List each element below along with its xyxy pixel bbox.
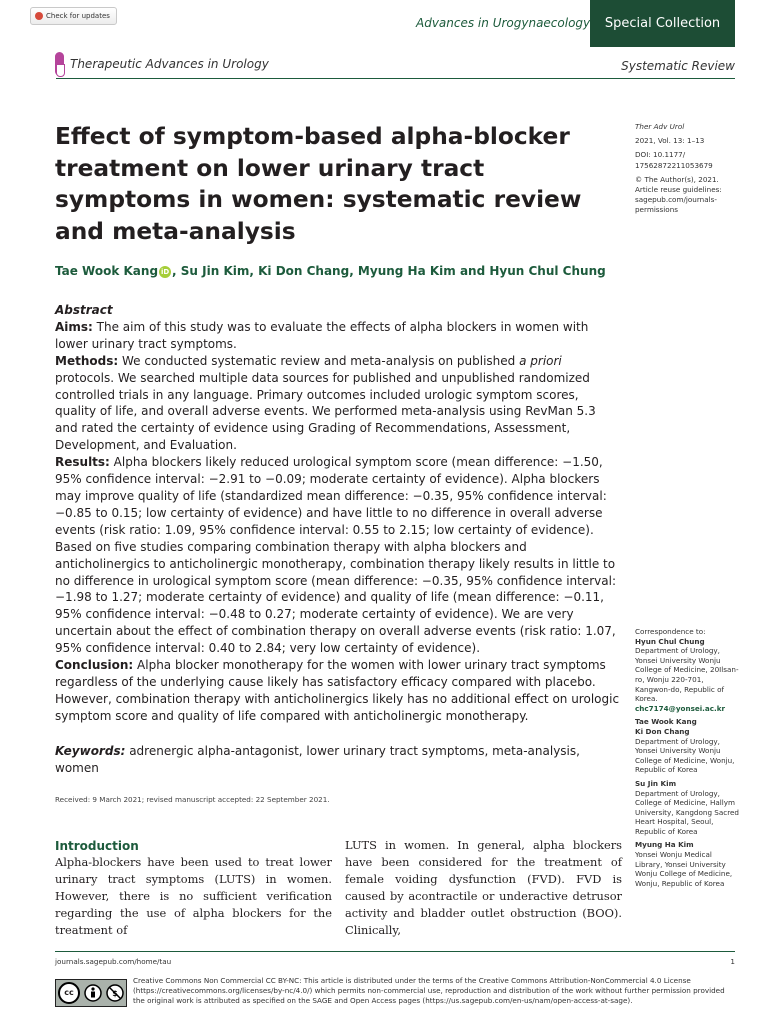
conclusion-label: Conclusion:: [55, 658, 134, 673]
article-meta: [635, 122, 745, 216]
intro-column-1: Alpha-blockers have been used to treat lower urinary tract symptoms (LUTS) in women. However, there is no sufficient verification regarding the use of alpha blockers for the treatment of: [55, 855, 332, 938]
methods-label: Methods:: [55, 353, 119, 368]
doi-label: DOI: 10.1177/: [635, 150, 686, 160]
abstract-aims: [55, 319, 620, 353]
footer-url[interactable]: journals.sagepub.com/home/tau: [55, 957, 172, 966]
received-dates: Received: 9 March 2021; revised manuscript accepted: 22 September 2021.: [55, 795, 330, 804]
doi-value: 17562872211053679: [635, 160, 713, 170]
abstract: [55, 302, 620, 725]
update-icon: [35, 12, 43, 20]
correspondence-address: Department of Urology, Yonsei University Wonju College of Medicine, 20Ilsan-ro, Wonju 220-701, Kangwon-do, Republic of Korea.: [635, 646, 739, 704]
abstract-conclusion: [55, 657, 620, 725]
reuse-guidelines: Article reuse guidelines:: [635, 185, 722, 195]
reuse-link-cont[interactable]: permissions: [635, 205, 678, 215]
cc-license-icon[interactable]: [55, 979, 127, 1007]
aims-text: The aim of this study was to evaluate the effects of alpha blockers in women with lower urinary tract symptoms.: [55, 319, 589, 351]
svg-text:$: $: [112, 989, 118, 998]
special-collection-badge: Special Collection: [590, 0, 735, 47]
footer-divider: [55, 951, 735, 952]
keywords-label: Keywords:: [55, 744, 126, 758]
results-label: Results:: [55, 455, 110, 470]
author-rest: , Su Jin Kim, Ki Don Chang, Myung Ha Kim and Hyun Chul Chung: [172, 264, 606, 278]
results-text: Alpha blockers likely reduced urological symptom score (mean difference: −1.50, 95% confidence interval: −2.91 to −0.09; moderate certainty of evidence). Alpha blockers may improve quality of life (standardized mean difference: −0.35, 95% confidence interval: −0.85 to 0.15; low certainty of evidence) and have little to no difference in overall adverse events (risk ratio: 1.09, 95% confidence interval: 0.55 to 2.15; low certainty of evidence). Based on five studies comparing combination therapy with alpha blockers and anticholinergics to anticholinergic monotherapy, combination therapy likely results in little to no difference in urological symptom score (mean difference: −0.35, 95% confidence interval: −1.98 to 1.27; moderate certainty of evidence) and quality of life (mean difference: −0.11, 95% confidence interval: −0.48 to 0.27; moderate certainty of evidence). We are very uncertain about the effect of combination therapy on overall adverse events (risk ratio: 1.07, 95% confidence interval: 0.40 to 2.84; very low certainty of evidence).: [55, 455, 616, 656]
aims-label: Aims:: [55, 319, 93, 334]
affiliation-2-name: Su Jin Kim: [635, 778, 677, 788]
keywords: [55, 743, 620, 777]
correspondence-email[interactable]: chc7174@yonsei.ac.kr: [635, 703, 726, 713]
journal-abbrev: Ther Adv Urol: [635, 122, 685, 131]
article-title: Effect of symptom-based alpha-blocker treatment on lower urinary tract symptoms in women: systematic review and meta-analysis: [55, 123, 582, 245]
check-for-updates-button[interactable]: [30, 7, 117, 25]
conclusion-text: Alpha blocker monotherapy for the women with lower urinary tract symptoms regardless of the underlying cause likely has satisfactory efficacy compared with placebo. However, combination therapy with anticholinergics likely has no additional effect on urologic symptom score and quality of life compared with anticholinergic monotherapy.: [55, 658, 620, 723]
by-attribution-icon: [84, 984, 102, 1002]
check-updates-label: Check for updates: [46, 12, 110, 20]
abstract-results: [55, 454, 620, 657]
volume-info: 2021, Vol. 13: 1–13: [635, 136, 705, 146]
methods-italic: a priori: [519, 353, 562, 368]
orcid-icon[interactable]: iD: [160, 268, 170, 276]
article-type: Systematic Review: [621, 59, 735, 73]
methods-text-b: protocols. We searched multiple data sources for published and unpublished randomized controlled trials in any language. Primary outcomes included urologic symptom scores, quality of life, and overall adverse events. We performed meta-analysis using RevMan 5.3 and rated the certainty of evidence using Grading of Recommendations, Assessment, Development, and Evaluation.: [55, 370, 596, 453]
affiliation-3-text: Yonsei Wonju Medical Library, Yonsei University Wonju College of Medicine, Wonju, Republic of Korea: [635, 850, 733, 888]
affiliation-1-text: Department of Urology, Yonsei University Wonju College of Medicine, Wonju, Republic of Korea: [635, 736, 735, 775]
page-number: 1: [730, 957, 735, 966]
reuse-link[interactable]: sagepub.com/journals-: [635, 195, 717, 205]
affiliation-1-names: Tae Wook Kang Ki Don Chang: [635, 717, 697, 736]
copyright: © The Author(s), 2021.: [635, 174, 719, 184]
journal-logo-icon: [55, 52, 64, 76]
correspondence: [635, 627, 740, 892]
correspondence-name: Hyun Chul Chung: [635, 636, 705, 646]
author-first: Tae Wook Kang: [55, 264, 159, 278]
cc-logo-icon: cc: [58, 982, 80, 1004]
affiliation-2: [635, 779, 740, 837]
journal-name: Therapeutic Advances in Urology: [70, 57, 269, 71]
introduction-heading: Introduction: [55, 839, 139, 853]
keywords-text: adrenergic alpha-antagonist, lower urinary tract symptoms, meta-analysis, women: [55, 744, 580, 775]
correspondence-label: Correspondence to:: [635, 627, 706, 636]
affiliation-2-text: Department of Urology, College of Medicine, Hallym University, Kangdong Sacred Heart Hospital, Seoul, Republic of Korea: [635, 788, 739, 836]
abstract-methods: [55, 353, 620, 454]
license-text: Creative Commons Non Commercial CC BY-NC: This article is distributed under the terms of the Creative Commons Attribution-NonCommercial 4.0 License (https://creativecommons.org/licenses/by-nc/4.0/) which permits non-commercial use, reproduction and distribution of the work without further permission provided the original work is attributed as specified on the SAGE and Open Access pages (https://us.sagepub.com/en-us/nam/open-access-at-sage).: [133, 976, 725, 1005]
author-list: [55, 264, 606, 278]
methods-text-a: We conducted systematic review and meta-analysis on published: [118, 353, 520, 368]
affiliation-3-name: Myung Ha Kim: [635, 840, 694, 850]
non-commercial-icon: [106, 984, 124, 1002]
header-divider: [56, 78, 735, 79]
journal-series: Advances in Urogynaecology: [416, 16, 591, 30]
affiliation-3: [635, 840, 740, 888]
intro-column-2: LUTS in women. In general, alpha blockers have been considered for the treatment of female voiding dysfunction (FVD). FVD is caused by acontractile or underactive detrusor activity and bladder outlet obstruction (BOO). Clinically,: [345, 838, 622, 938]
abstract-heading: Abstract: [55, 303, 113, 317]
correspondence-block: [635, 627, 740, 713]
affiliation-1: [635, 717, 740, 775]
